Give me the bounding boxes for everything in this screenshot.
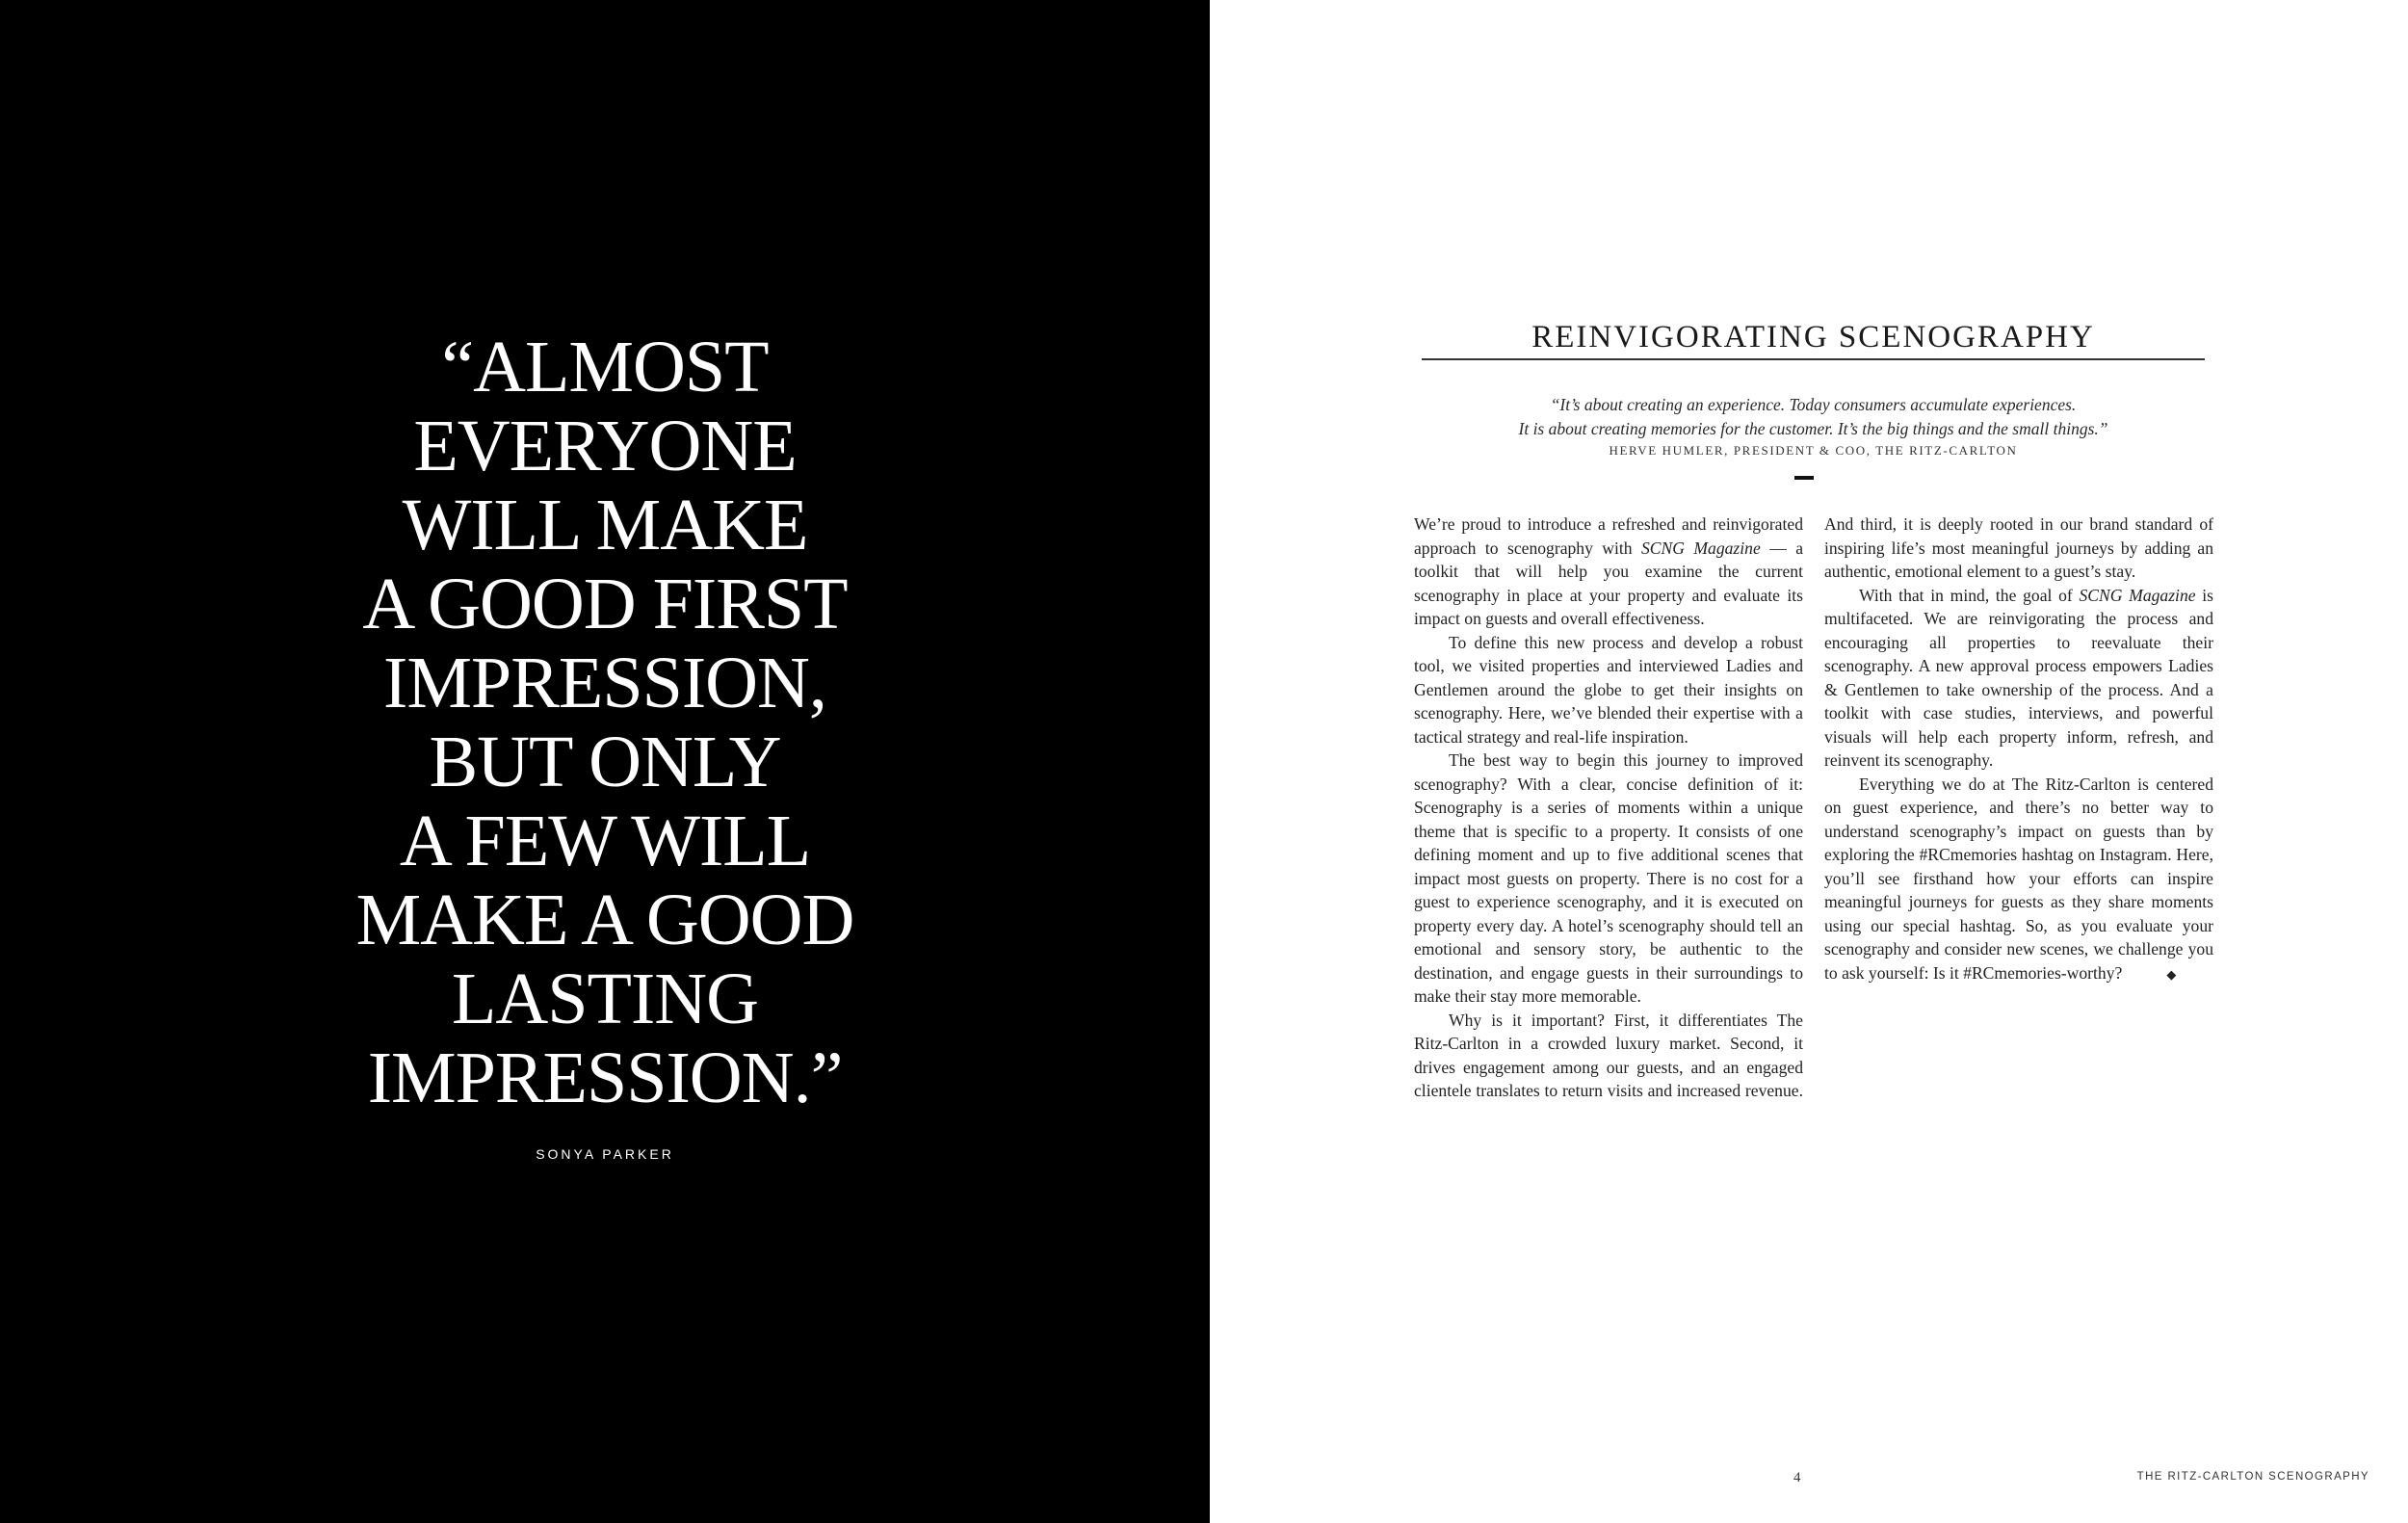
quote-line: IMPRESSION, xyxy=(383,643,826,723)
quote-line: LASTING xyxy=(451,958,759,1039)
body-paragraph: We’re proud to introduce a refreshed and reinvigorated approach to scenography with SCNG Magazine — a toolkit that will help you examine the current scenography in place at your property and evaluate its impact on guests and overall effectiveness. xyxy=(1414,514,1804,628)
body-paragraph: With that in mind, the goal of SCNG Magazine is multifaceted. We are reinvigorating the process and encouraging all properties to reevaluate their scenography. A new approval process empowers Ladies & Gentlemen to take ownership of the process. And a toolkit with case studies, interviews, and powerful visuals will help each property inform, refresh, and reinvent its scenography. xyxy=(1824,585,2214,770)
quote-line: A FEW WILL xyxy=(399,801,811,881)
right-page-article xyxy=(1210,0,2408,1523)
body-paragraph: Everything we do at The Ritz-Carlton is centered on guest experience, and there’s no better way to understand scenography’s impact on guests than by exploring the #RCmemories hashtag on Instagram. Here, you’ll see firsthand how your efforts can inspire meaningful journeys for guests as they share moments using our special hashtag. So, as you evaluate your scenography and consider new scenes, we challenge you to ask yourself: Is it #RCmemories-worthy? ◆ xyxy=(1824,773,2213,987)
quote-line: MAKE A GOOD xyxy=(355,880,854,960)
quote-attribution: SONYA PARKER xyxy=(536,1146,674,1162)
body-paragraph: The best way to begin this journey to improved scenography? With a clear, concise definition of it: Scenography is a series of moments within a unique theme that is specific to a property. It consists of one defining moment and up to five additional scenes that impact most guests on property. There is no cost for a guest to experience scenography, and it is executed on property every day. A hotel’s scenography should tell an emotional and sensory story, be authentic to the destination, and engage guests in their surroundings to make their stay more memorable. xyxy=(1414,750,1803,1006)
quote-line: EVERYONE xyxy=(413,406,797,486)
epigraph-source: HERVE HUMLER, PRESIDENT & COO, THE RITZ-CARLTON xyxy=(1609,443,2018,458)
title-rule xyxy=(1422,358,2205,360)
epigraph-quote xyxy=(1422,393,2205,441)
article-body xyxy=(1414,512,2213,1110)
quote-line: A GOOD FIRST xyxy=(362,564,848,644)
diamond-end-icon: ◆ xyxy=(2166,966,2177,982)
epigraph-line: It is about creating memories for the customer. It’s the big things and the small things.” xyxy=(1518,419,2108,438)
epigraph-line: “It’s about creating an experience. Today consumers accumulate experiences. xyxy=(1550,395,2077,414)
magazine-title-italic: SCNG Magazine xyxy=(2079,585,2196,605)
quote-line: IMPRESSION.” xyxy=(367,1037,843,1118)
pull-quote xyxy=(306,328,903,1117)
magazine-title-italic: SCNG Magazine xyxy=(1641,538,1761,558)
section-divider-dash xyxy=(1794,476,1814,480)
quote-line: “ALMOST xyxy=(441,327,769,407)
quote-line: WILL MAKE xyxy=(402,485,808,565)
running-footer: THE RITZ-CARLTON SCENOGRAPHY xyxy=(2136,1471,2369,1483)
page-number: 4 xyxy=(1793,1470,1801,1485)
quote-line: BUT ONLY xyxy=(429,722,781,802)
section-title: REINVIGORATING SCENOGRAPHY xyxy=(1531,320,2095,354)
body-paragraph: To define this new process and develop a robust tool, we visited properties and interviewed Ladies and Gentlemen around the globe to get their insights on scenography. Here, we’ve blended their expertise with a tactical strategy and real-life inspiration. xyxy=(1414,632,1803,747)
body-paragraph: Why is it important? First, it differentiates The Ritz-Carlton in a crowded luxury market. Second, it drives engagement among our guests, and an engaged clientele translates to return visits and increased revenue. And third, it is deeply rooted in our brand standard of inspiring life’s most meaningful journeys by adding an authentic, emotional element to a guest’s stay. xyxy=(1414,514,2213,1100)
